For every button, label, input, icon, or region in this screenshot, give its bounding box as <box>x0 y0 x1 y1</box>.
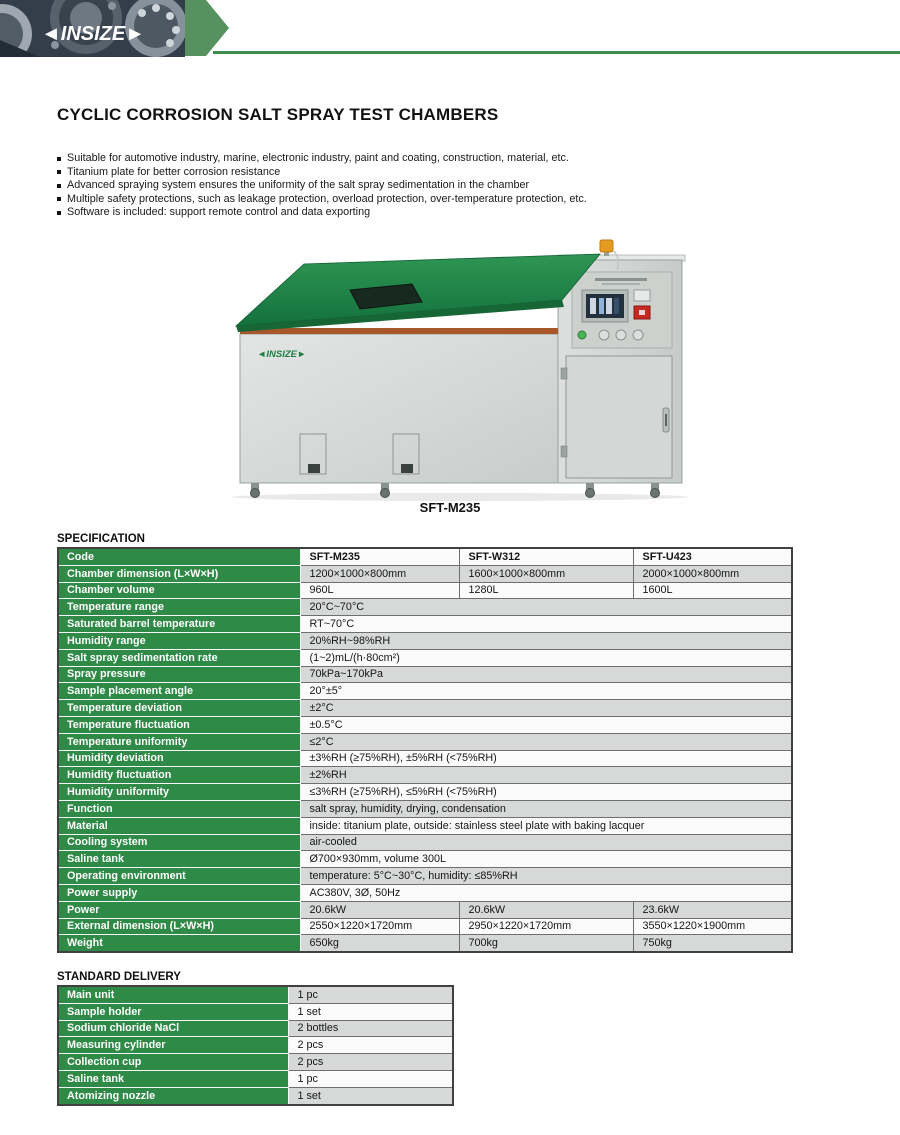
feature-list <box>57 152 737 220</box>
spec-value-cell: 20%RH~98%RH <box>300 632 792 649</box>
delivery-label-cell: Saline tank <box>58 1070 288 1087</box>
delivery-row <box>58 1070 453 1087</box>
spec-label-cell: Power supply <box>58 884 300 901</box>
delivery-value-cell: 2 pcs <box>288 1037 453 1054</box>
spec-label-cell: Humidity fluctuation <box>58 767 300 784</box>
spec-row <box>58 901 792 918</box>
spec-value-cell: ±0.5°C <box>300 716 792 733</box>
spec-label-cell: Operating environment <box>58 868 300 885</box>
spec-value-cell: SFT-U423 <box>633 548 792 565</box>
specification-heading: SPECIFICATION <box>57 533 145 545</box>
bullet-square-icon <box>57 211 61 215</box>
spec-row <box>58 817 792 834</box>
spec-value-cell: 3550×1220×1900mm <box>633 918 792 935</box>
power-indicator-light <box>578 331 586 339</box>
panel-knob <box>599 330 609 340</box>
figure-caption: SFT-M235 <box>419 500 481 515</box>
bullet-square-icon <box>57 170 61 174</box>
feature-text: Advanced spraying system ensures the uniformity of the salt spray sedimentation in the chamber <box>67 179 530 192</box>
display-digit <box>614 298 619 314</box>
panel-subtitle-text <box>602 283 640 285</box>
feature-item <box>57 152 737 166</box>
spec-value-cell: (1~2)mL/(h·80cm²) <box>300 649 792 666</box>
standard-delivery-table <box>57 985 454 1106</box>
spec-value-cell: 2000×1000×800mm <box>633 565 792 582</box>
spec-value-cell: 700kg <box>459 935 633 952</box>
spec-label-cell: External dimension (L×W×H) <box>58 918 300 935</box>
delivery-row <box>58 1003 453 1020</box>
delivery-value-cell: 1 pc <box>288 986 453 1003</box>
spec-value-cell: 1600L <box>633 582 792 599</box>
door-handle-slot <box>665 414 667 426</box>
delivery-label-cell: Sodium chloride NaCl <box>58 1020 288 1037</box>
spec-row <box>58 649 792 666</box>
spec-value-cell: RT~70°C <box>300 616 792 633</box>
standard-delivery-heading: STANDARD DELIVERY <box>57 971 181 983</box>
spec-value-cell: ≤3%RH (≥75%RH), ≤5%RH (<75%RH) <box>300 784 792 801</box>
delivery-label-cell: Measuring cylinder <box>58 1037 288 1054</box>
header-machinery-photo <box>0 0 185 57</box>
spec-value-cell: inside: titanium plate, outside: stainless steel plate with baking lacquer <box>300 817 792 834</box>
spec-row <box>58 716 792 733</box>
spec-row <box>58 700 792 717</box>
access-panel-notch <box>308 464 320 473</box>
spec-value-cell: 960L <box>300 582 459 599</box>
delivery-value-cell: 2 bottles <box>288 1020 453 1037</box>
bullet-square-icon <box>57 197 61 201</box>
brand-logo: ◄INSIZE► <box>40 23 146 45</box>
spec-value-cell: ±2%RH <box>300 767 792 784</box>
header-rule <box>213 51 900 54</box>
delivery-label-cell: Main unit <box>58 986 288 1003</box>
spec-value-cell: 1600×1000×800mm <box>459 565 633 582</box>
spec-value-cell: 20°C~70°C <box>300 599 792 616</box>
feature-text: Suitable for automotive industry, marine, electronic industry, paint and coating, construction, material, etc. <box>67 152 569 164</box>
feature-item <box>57 166 737 180</box>
panel-title-text <box>595 278 647 281</box>
door-hinge <box>561 446 567 457</box>
spec-row <box>58 632 792 649</box>
spec-label-cell: Function <box>58 800 300 817</box>
spec-value-cell: salt spray, humidity, drying, condensation <box>300 800 792 817</box>
spec-row <box>58 750 792 767</box>
spec-label-cell: Temperature range <box>58 599 300 616</box>
button-glyph <box>639 310 645 315</box>
delivery-value-cell: 2 pcs <box>288 1054 453 1071</box>
bearing-roller <box>138 9 146 17</box>
spec-row <box>58 834 792 851</box>
header-chevron-icon <box>185 0 231 57</box>
spec-value-cell: 23.6kW <box>633 901 792 918</box>
delivery-label-cell: Collection cup <box>58 1054 288 1071</box>
spec-label-cell: Chamber dimension (L×W×H) <box>58 565 300 582</box>
feature-item <box>57 206 737 220</box>
tower-door <box>566 356 672 478</box>
spec-label-cell: Temperature deviation <box>58 700 300 717</box>
spec-value-cell: ±2°C <box>300 700 792 717</box>
spec-label-cell: Humidity deviation <box>58 750 300 767</box>
spec-value-cell: 70kPa~170kPa <box>300 666 792 683</box>
spec-row <box>58 851 792 868</box>
spec-row <box>58 800 792 817</box>
spec-label-cell: Humidity range <box>58 632 300 649</box>
spec-row <box>58 683 792 700</box>
spec-label-cell: Sample placement angle <box>58 683 300 700</box>
spec-value-cell: 2950×1220×1720mm <box>459 918 633 935</box>
delivery-value-cell: 1 set <box>288 1003 453 1020</box>
delivery-row <box>58 1087 453 1104</box>
bullet-square-icon <box>57 157 61 161</box>
spec-value-cell: air-cooled <box>300 834 792 851</box>
spec-label-cell: Humidity uniformity <box>58 784 300 801</box>
delivery-value-cell: 1 pc <box>288 1070 453 1087</box>
bolt-shape <box>108 2 116 10</box>
delivery-label-cell: Sample holder <box>58 1003 288 1020</box>
spec-row <box>58 767 792 784</box>
spec-value-cell: 20°±5° <box>300 683 792 700</box>
spec-row <box>58 616 792 633</box>
spec-value-cell: 1280L <box>459 582 633 599</box>
spec-label-cell: Saturated barrel temperature <box>58 616 300 633</box>
door-hinge <box>561 368 567 379</box>
spec-label-cell: Spray pressure <box>58 666 300 683</box>
spec-label-cell: Code <box>58 548 300 565</box>
display-digit <box>590 298 596 314</box>
bearing-roller <box>172 26 180 34</box>
delivery-row <box>58 1054 453 1071</box>
machine-illustration <box>200 238 700 506</box>
spec-label-cell: Chamber volume <box>58 582 300 599</box>
bearing-roller <box>152 4 160 12</box>
spec-row <box>58 784 792 801</box>
feature-item <box>57 193 737 207</box>
spec-label-cell: Weight <box>58 935 300 952</box>
page-header <box>0 0 900 60</box>
delivery-label-cell: Atomizing nozzle <box>58 1087 288 1104</box>
spec-row <box>58 868 792 885</box>
delivery-row <box>58 1020 453 1037</box>
page-title: CYCLIC CORROSION SALT SPRAY TEST CHAMBERS <box>57 105 499 124</box>
spec-row <box>58 548 792 565</box>
spec-value-cell: 20.6kW <box>300 901 459 918</box>
spec-row <box>58 884 792 901</box>
panel-knob <box>633 330 643 340</box>
spec-value-cell: 2550×1220×1720mm <box>300 918 459 935</box>
spec-value-cell: SFT-W312 <box>459 548 633 565</box>
spec-value-cell: AC380V, 3Ø, 50Hz <box>300 884 792 901</box>
bearing-roller <box>166 39 174 47</box>
spec-value-cell: temperature: 5°C~30°C, humidity: ≤85%RH <box>300 868 792 885</box>
machine-brand-logo: ◄INSIZE► <box>257 349 307 360</box>
spec-label-cell: Material <box>58 817 300 834</box>
spec-value-cell: Ø700×930mm, volume 300L <box>300 851 792 868</box>
specification-table <box>57 547 793 953</box>
spec-label-cell: Temperature fluctuation <box>58 716 300 733</box>
spec-value-cell: ±3%RH (≥75%RH), ±5%RH (<75%RH) <box>300 750 792 767</box>
display-digit <box>599 298 604 314</box>
panel-button <box>634 290 650 301</box>
spec-row <box>58 666 792 683</box>
spec-value-cell: 1200×1000×800mm <box>300 565 459 582</box>
spec-value-cell: SFT-M235 <box>300 548 459 565</box>
delivery-row <box>58 986 453 1003</box>
spec-label-cell: Saline tank <box>58 851 300 868</box>
bullet-square-icon <box>57 184 61 188</box>
spec-row <box>58 599 792 616</box>
panel-knob <box>616 330 626 340</box>
feature-text: Multiple safety protections, such as leakage protection, overload protection, over-temperature protection, etc. <box>67 192 587 205</box>
feature-text: Titanium plate for better corrosion resistance <box>67 165 281 178</box>
access-panel-notch <box>401 464 413 473</box>
spec-label-cell: Cooling system <box>58 834 300 851</box>
beacon-lamp-icon <box>600 240 613 252</box>
spec-label-cell: Temperature uniformity <box>58 733 300 750</box>
spec-value-cell: 650kg <box>300 935 459 952</box>
spec-label-cell: Salt spray sedimentation rate <box>58 649 300 666</box>
spec-row <box>58 565 792 582</box>
bearing-roller <box>166 12 174 20</box>
spec-row <box>58 733 792 750</box>
feature-text: Software is included: support remote control and data exporting <box>67 206 371 219</box>
spec-row <box>58 918 792 935</box>
spec-value-cell: 20.6kW <box>459 901 633 918</box>
spec-value-cell: 750kg <box>633 935 792 952</box>
spec-label-cell: Power <box>58 901 300 918</box>
spec-value-cell: ≤2°C <box>300 733 792 750</box>
delivery-value-cell: 1 set <box>288 1087 453 1104</box>
gasket-strip <box>240 328 558 334</box>
delivery-row <box>58 1037 453 1054</box>
spec-row <box>58 582 792 599</box>
spec-row <box>58 935 792 952</box>
display-digit <box>606 298 612 314</box>
feature-item <box>57 179 737 193</box>
